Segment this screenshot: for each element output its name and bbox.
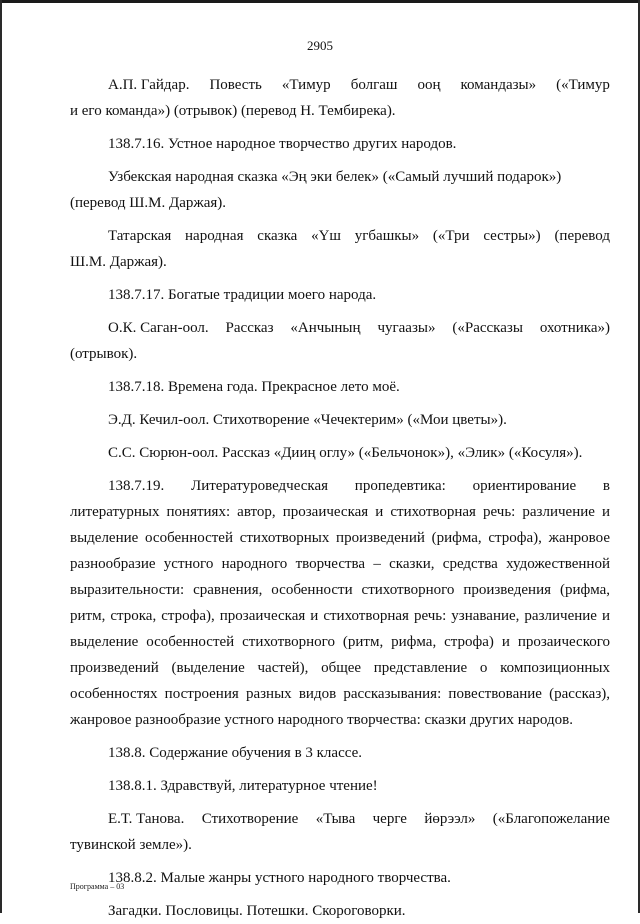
uzbek-tale-line2: (перевод Ш.М. Даржая). bbox=[70, 195, 227, 211]
scan-border-left bbox=[0, 0, 2, 913]
tatar-tale-continuation: Ш.М. Даржая). bbox=[70, 254, 167, 270]
word: («Рассказы bbox=[452, 320, 523, 336]
word: «Тыва bbox=[315, 811, 356, 827]
word: («Тимур bbox=[556, 77, 610, 93]
syuryun-ool-entry: С.С. Сюрюн-оол. Рассказ «Дииң оглу» («Бельчонок»), «Элик» («Косуля»). bbox=[108, 445, 583, 461]
word: сказка bbox=[257, 228, 298, 244]
footer-label: Программа – 03 bbox=[70, 882, 125, 891]
word: А.П. Гайдар. bbox=[108, 77, 190, 93]
section-138-7-17: 138.7.17. Богатые традиции моего народа. bbox=[108, 287, 377, 303]
word: Татарская bbox=[108, 228, 172, 244]
word: болгаш bbox=[350, 77, 398, 93]
section-138-7-19: 138.7.19. Литературоведческая пропедевтика: ориентирование в литературных понятиях: автор, прозаическая и стихотворная речь: различение и выделение особенностей стихотворных произведений (рифма, строфа), жанровое разнообразие устного народного творчества – сказки, средства художественной выразительности: сравнения, особенности стихотворного произведения (рифма, ритм, строка, строфа), прозаическая и стихотворная речь: узнавание, различение и выделение особенностей стихотворного (ритм, рифма, строфа) и прозаического произведений (выделение частей), общее представление о композиционных особенностях построения разных видов рассказывания: повествование (рассказ), жанровое разнообразие устного народного творчества: сказки других народов. bbox=[70, 478, 610, 728]
word: («Три bbox=[432, 228, 470, 244]
sagan-ool-continuation: (отрывок). bbox=[70, 346, 138, 362]
section-138-8: 138.8. Содержание обучения в 3 классе. bbox=[108, 745, 362, 761]
word: черге bbox=[372, 811, 407, 827]
word: сестры») bbox=[483, 228, 541, 244]
word: чугаазы» bbox=[377, 320, 436, 336]
section-138-8-1: 138.8.1. Здравствуй, литературное чтение! bbox=[108, 778, 378, 794]
word: Стихотворение bbox=[201, 811, 299, 827]
word: О.К. Саган-оол. bbox=[108, 320, 209, 336]
page-number: 2905 bbox=[307, 38, 333, 53]
section-138-7-18: 138.7.18. Времена года. Прекрасное лето моё. bbox=[108, 379, 400, 395]
word: «Тимур bbox=[281, 77, 331, 93]
section-138-7-16: 138.7.16. Устное народное творчество других народов. bbox=[108, 136, 457, 152]
word: Повесть bbox=[209, 77, 262, 93]
word: (перевод bbox=[554, 228, 610, 244]
word: командазы» bbox=[460, 77, 537, 93]
word: ооң bbox=[417, 77, 441, 93]
gaidar-continuation: и его команда») (отрывок) (перевод Н. Тембирека). bbox=[70, 103, 396, 119]
sagan-ool-line bbox=[70, 315, 610, 341]
word: «Үш bbox=[311, 228, 341, 244]
word: охотника») bbox=[539, 320, 610, 336]
tatar-tale-line bbox=[70, 223, 610, 249]
word: йөрээл» bbox=[424, 811, 476, 827]
scan-border-top bbox=[0, 0, 640, 3]
word: Рассказ bbox=[225, 320, 274, 336]
word: угбашкы» bbox=[354, 228, 420, 244]
word: «Анчының bbox=[290, 320, 361, 336]
small-genres-list: Загадки. Пословицы. Потешки. Скороговорки. bbox=[108, 903, 406, 919]
gaidar-line bbox=[70, 72, 610, 98]
kechil-ool-entry: Э.Д. Кечил-оол. Стихотворение «Чечектерим» («Мои цветы»). bbox=[108, 412, 507, 428]
word: («Благопожелание bbox=[492, 811, 610, 827]
word: Е.Т. Танова. bbox=[108, 811, 185, 827]
section-138-8-2: 138.8.2. Малые жанры устного народного творчества. bbox=[108, 870, 451, 886]
tanova-continuation: тувинской земле»). bbox=[70, 837, 192, 853]
uzbek-tale-line1: Узбекская народная сказка «Эң эки белек» («Самый лучший подарок») bbox=[108, 169, 562, 185]
document-body bbox=[70, 72, 610, 924]
word: народная bbox=[185, 228, 244, 244]
tanova-line bbox=[70, 806, 610, 832]
